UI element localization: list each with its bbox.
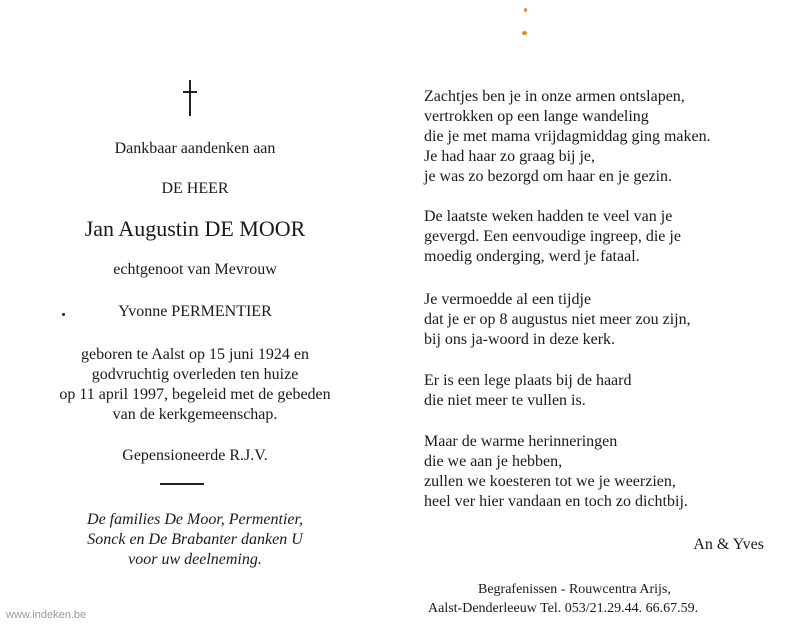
- thanks-line: voor uw deelneming.: [128, 551, 262, 568]
- watermark: www.indeken.be: [6, 609, 87, 621]
- poem-line: Zachtjes ben je in onze armen ontslapen,: [424, 88, 685, 105]
- intro-text: Dankbaar aandenken aan: [114, 140, 276, 157]
- bio-line: godvruchtig overleden ten huize: [91, 366, 299, 383]
- bio-line: op 11 april 1997, begeleid met de gebeden: [59, 386, 331, 403]
- poem-line: zullen we koesteren tot we je weerzien,: [424, 473, 676, 490]
- bio-line: geboren te Aalst op 15 juni 1924 en: [81, 346, 309, 363]
- thanks-line: De families De Moor, Permentier,: [87, 511, 303, 528]
- title-text: DE HEER: [161, 180, 229, 197]
- poem-line: die niet meer te vullen is.: [424, 392, 586, 409]
- bio-line: van de kerkgemeenschap.: [112, 406, 278, 423]
- poem-line: bij ons ja-woord in deze kerk.: [424, 331, 616, 348]
- thanks-line: Sonck en De Brabanter danken U: [87, 531, 303, 548]
- poem-line: heel ver hier vandaan en toch zo dichtbij.: [424, 493, 688, 510]
- spouse-intro: echtgenoot van Mevrouw: [113, 261, 277, 278]
- divider-line: [160, 483, 204, 485]
- cross-icon: [183, 80, 197, 116]
- poem-line: De laatste weken hadden te veel van je: [424, 208, 673, 225]
- signature: An & Yves: [693, 536, 764, 553]
- poem-line: die je met mama vrijdagmiddag ging maken.: [424, 128, 711, 145]
- poem-line: gevergd. Een eenvoudige ingreep, die je: [424, 228, 681, 245]
- poem-line: Maar de warme herinneringen: [424, 433, 618, 450]
- print-speck: [522, 31, 527, 35]
- poem-line: die we aan je hebben,: [424, 453, 563, 470]
- poem-line: moedig onderging, werd je fataal.: [424, 248, 640, 265]
- deceased-name: Jan Augustin DE MOOR: [84, 216, 306, 241]
- poem-line: dat je er op 8 augustus niet meer zou zijn,: [424, 311, 691, 328]
- funeral-home-contact: Aalst-Denderleeuw Tel. 053/21.29.44. 66.67.59.: [428, 601, 699, 616]
- spouse-name: Yvonne PERMENTIER: [118, 303, 272, 320]
- occupation-text: Gepensioneerde R.J.V.: [122, 447, 268, 464]
- poem-line: vertrokken op een lange wandeling: [424, 108, 649, 125]
- bullet-dot: [62, 313, 65, 316]
- funeral-home-name: Begrafenissen - Rouwcentra Arijs,: [478, 582, 671, 597]
- print-speck: [524, 8, 527, 12]
- poem-line: Je vermoedde al een tijdje: [424, 291, 592, 308]
- poem-line: Je had haar zo graag bij je,: [424, 148, 596, 165]
- poem-line: je was zo bezorgd om haar en je gezin.: [424, 168, 673, 185]
- poem-line: Er is een lege plaats bij de haard: [424, 372, 632, 389]
